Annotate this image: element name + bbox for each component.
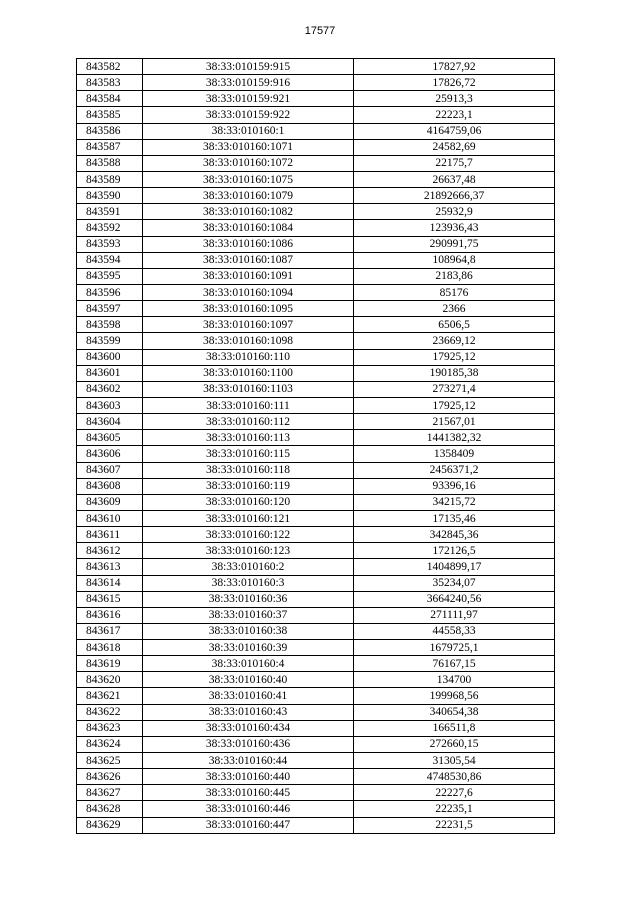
- cadastral-value-cell: 342845,36: [354, 527, 555, 543]
- row-number-cell: 843602: [77, 381, 143, 397]
- cadastral-number-cell: 38:33:010159:921: [143, 91, 354, 107]
- table-row: [77, 365, 555, 381]
- table-row: [77, 91, 555, 107]
- cadastral-value-cell: 17925,12: [354, 397, 555, 413]
- cadastral-number-cell: 38:33:010160:40: [143, 672, 354, 688]
- cadastral-value-cell: 17826,72: [354, 75, 555, 91]
- table-row: [77, 59, 555, 75]
- row-number-cell: 843593: [77, 236, 143, 252]
- row-number-cell: 843612: [77, 543, 143, 559]
- row-number-cell: 843618: [77, 640, 143, 656]
- table-row: [77, 381, 555, 397]
- cadastral-number-cell: 38:33:010160:1091: [143, 268, 354, 284]
- cadastral-number-cell: 38:33:010160:434: [143, 720, 354, 736]
- row-number-cell: 843616: [77, 607, 143, 623]
- cadastral-number-cell: 38:33:010160:1075: [143, 171, 354, 187]
- table-row: [77, 155, 555, 171]
- cadastral-number-cell: 38:33:010160:1094: [143, 284, 354, 300]
- table-row: [77, 623, 555, 639]
- table-row: [77, 720, 555, 736]
- cadastral-number-cell: 38:33:010160:1079: [143, 188, 354, 204]
- cadastral-number-cell: 38:33:010159:916: [143, 75, 354, 91]
- table-row: [77, 607, 555, 623]
- row-number-cell: 843594: [77, 252, 143, 268]
- row-number-cell: 843629: [77, 817, 143, 833]
- row-number-cell: 843583: [77, 75, 143, 91]
- table-row: [77, 446, 555, 462]
- table-row: [77, 75, 555, 91]
- table-row: [77, 317, 555, 333]
- cadastral-value-cell: 1358409: [354, 446, 555, 462]
- cadastral-number-cell: 38:33:010160:121: [143, 510, 354, 526]
- table-row: [77, 462, 555, 478]
- row-number-cell: 843587: [77, 139, 143, 155]
- table-row: [77, 123, 555, 139]
- table-row: [77, 397, 555, 413]
- row-number-cell: 843620: [77, 672, 143, 688]
- table-row: [77, 268, 555, 284]
- cadastral-value-cell: 1404899,17: [354, 559, 555, 575]
- cadastral-value-cell: 35234,07: [354, 575, 555, 591]
- table-row: [77, 188, 555, 204]
- cadastral-number-cell: 38:33:010160:119: [143, 478, 354, 494]
- table-row: [77, 640, 555, 656]
- cadastral-number-cell: 38:33:010160:440: [143, 769, 354, 785]
- row-number-cell: 843613: [77, 559, 143, 575]
- cadastral-value-table: [76, 58, 555, 834]
- row-number-cell: 843600: [77, 349, 143, 365]
- cadastral-number-cell: 38:33:010160:2: [143, 559, 354, 575]
- cadastral-number-cell: 38:33:010160:43: [143, 704, 354, 720]
- cadastral-value-cell: 31305,54: [354, 753, 555, 769]
- row-number-cell: 843586: [77, 123, 143, 139]
- cadastral-value-cell: 2456371,2: [354, 462, 555, 478]
- row-number-cell: 843601: [77, 365, 143, 381]
- table-body: [77, 59, 555, 834]
- cadastral-number-cell: 38:33:010160:445: [143, 785, 354, 801]
- row-number-cell: 843610: [77, 510, 143, 526]
- cadastral-number-cell: 38:33:010160:1095: [143, 301, 354, 317]
- cadastral-value-cell: 172126,5: [354, 543, 555, 559]
- cadastral-value-cell: 1679725,1: [354, 640, 555, 656]
- table-row: [77, 527, 555, 543]
- cadastral-value-cell: 2183,86: [354, 268, 555, 284]
- cadastral-number-cell: 38:33:010160:113: [143, 430, 354, 446]
- cadastral-number-cell: 38:33:010160:41: [143, 688, 354, 704]
- row-number-cell: 843596: [77, 284, 143, 300]
- row-number-cell: 843628: [77, 801, 143, 817]
- cadastral-number-cell: 38:33:010160:37: [143, 607, 354, 623]
- row-number-cell: 843626: [77, 769, 143, 785]
- row-number-cell: 843598: [77, 317, 143, 333]
- row-number-cell: 843592: [77, 220, 143, 236]
- cadastral-value-cell: 17827,92: [354, 59, 555, 75]
- table-row: [77, 801, 555, 817]
- cadastral-number-cell: 38:33:010160:1097: [143, 317, 354, 333]
- cadastral-number-cell: 38:33:010160:1: [143, 123, 354, 139]
- cadastral-value-cell: 108964,8: [354, 252, 555, 268]
- table-row: [77, 204, 555, 220]
- table-row: [77, 559, 555, 575]
- cadastral-number-cell: 38:33:010160:1087: [143, 252, 354, 268]
- row-number-cell: 843625: [77, 753, 143, 769]
- cadastral-number-cell: 38:33:010159:922: [143, 107, 354, 123]
- cadastral-value-cell: 85176: [354, 284, 555, 300]
- cadastral-number-cell: 38:33:010160:36: [143, 591, 354, 607]
- table-row: [77, 252, 555, 268]
- cadastral-number-cell: 38:33:010160:1071: [143, 139, 354, 155]
- cadastral-number-cell: 38:33:010160:4: [143, 656, 354, 672]
- cadastral-value-cell: 22175,7: [354, 155, 555, 171]
- row-number-cell: 843591: [77, 204, 143, 220]
- cadastral-number-cell: 38:33:010160:110: [143, 349, 354, 365]
- table-row: [77, 769, 555, 785]
- row-number-cell: 843609: [77, 494, 143, 510]
- cadastral-number-cell: 38:33:010160:39: [143, 640, 354, 656]
- cadastral-value-cell: 199968,56: [354, 688, 555, 704]
- row-number-cell: 843605: [77, 430, 143, 446]
- cadastral-value-cell: 44558,33: [354, 623, 555, 639]
- row-number-cell: 843603: [77, 397, 143, 413]
- table-row: [77, 333, 555, 349]
- cadastral-number-cell: 38:33:010160:122: [143, 527, 354, 543]
- cadastral-number-cell: 38:33:010160:1103: [143, 381, 354, 397]
- table-row: [77, 301, 555, 317]
- cadastral-value-cell: 22231,5: [354, 817, 555, 833]
- table-row: [77, 656, 555, 672]
- table-row: [77, 220, 555, 236]
- cadastral-value-cell: 23669,12: [354, 333, 555, 349]
- cadastral-number-cell: 38:33:010160:1086: [143, 236, 354, 252]
- row-number-cell: 843621: [77, 688, 143, 704]
- cadastral-number-cell: 38:33:010160:112: [143, 414, 354, 430]
- row-number-cell: 843584: [77, 91, 143, 107]
- row-number-cell: 843588: [77, 155, 143, 171]
- row-number-cell: 843619: [77, 656, 143, 672]
- table-row: [77, 349, 555, 365]
- cadastral-number-cell: 38:33:010160:3: [143, 575, 354, 591]
- table-row: [77, 284, 555, 300]
- table-row: [77, 543, 555, 559]
- row-number-cell: 843599: [77, 333, 143, 349]
- cadastral-value-cell: 17925,12: [354, 349, 555, 365]
- cadastral-value-cell: 166511,8: [354, 720, 555, 736]
- cadastral-value-cell: 190185,38: [354, 365, 555, 381]
- table-row: [77, 753, 555, 769]
- cadastral-number-cell: 38:33:010160:115: [143, 446, 354, 462]
- row-number-cell: 843624: [77, 736, 143, 752]
- cadastral-number-cell: 38:33:010160:111: [143, 397, 354, 413]
- cadastral-value-cell: 24582,69: [354, 139, 555, 155]
- table-row: [77, 430, 555, 446]
- cadastral-value-cell: 134700: [354, 672, 555, 688]
- cadastral-value-cell: 2366: [354, 301, 555, 317]
- cadastral-number-cell: 38:33:010160:446: [143, 801, 354, 817]
- cadastral-value-cell: 22227,6: [354, 785, 555, 801]
- table-row: [77, 510, 555, 526]
- cadastral-number-cell: 38:33:010160:447: [143, 817, 354, 833]
- row-number-cell: 843617: [77, 623, 143, 639]
- table-row: [77, 414, 555, 430]
- table-row: [77, 107, 555, 123]
- cadastral-number-cell: 38:33:010160:1100: [143, 365, 354, 381]
- cadastral-value-cell: 272660,15: [354, 736, 555, 752]
- cadastral-value-cell: 1441382,32: [354, 430, 555, 446]
- cadastral-number-cell: 38:33:010160:118: [143, 462, 354, 478]
- row-number-cell: 843623: [77, 720, 143, 736]
- row-number-cell: 843590: [77, 188, 143, 204]
- cadastral-value-cell: 25913,3: [354, 91, 555, 107]
- cadastral-number-cell: 38:33:010160:120: [143, 494, 354, 510]
- cadastral-value-cell: 340654,38: [354, 704, 555, 720]
- row-number-cell: 843606: [77, 446, 143, 462]
- row-number-cell: 843589: [77, 171, 143, 187]
- cadastral-number-cell: 38:33:010159:915: [143, 59, 354, 75]
- row-number-cell: 843608: [77, 478, 143, 494]
- cadastral-number-cell: 38:33:010160:44: [143, 753, 354, 769]
- cadastral-value-cell: 290991,75: [354, 236, 555, 252]
- row-number-cell: 843597: [77, 301, 143, 317]
- row-number-cell: 843615: [77, 591, 143, 607]
- row-number-cell: 843604: [77, 414, 143, 430]
- cadastral-value-cell: 273271,4: [354, 381, 555, 397]
- table-row: [77, 817, 555, 833]
- cadastral-value-cell: 6506,5: [354, 317, 555, 333]
- cadastral-value-cell: 93396,16: [354, 478, 555, 494]
- cadastral-value-cell: 17135,46: [354, 510, 555, 526]
- cadastral-value-cell: 34215,72: [354, 494, 555, 510]
- cadastral-value-cell: 21892666,37: [354, 188, 555, 204]
- table-row: [77, 139, 555, 155]
- cadastral-value-cell: 3664240,56: [354, 591, 555, 607]
- table-row: [77, 236, 555, 252]
- cadastral-number-cell: 38:33:010160:1072: [143, 155, 354, 171]
- cadastral-value-cell: 21567,01: [354, 414, 555, 430]
- row-number-cell: 843607: [77, 462, 143, 478]
- row-number-cell: 843582: [77, 59, 143, 75]
- cadastral-number-cell: 38:33:010160:123: [143, 543, 354, 559]
- row-number-cell: 843595: [77, 268, 143, 284]
- cadastral-value-cell: 22223,1: [354, 107, 555, 123]
- cadastral-value-cell: 25932,9: [354, 204, 555, 220]
- table-row: [77, 785, 555, 801]
- table-row: [77, 171, 555, 187]
- table-row: [77, 736, 555, 752]
- cadastral-value-cell: 271111,97: [354, 607, 555, 623]
- cadastral-number-cell: 38:33:010160:436: [143, 736, 354, 752]
- row-number-cell: 843611: [77, 527, 143, 543]
- table-row: [77, 704, 555, 720]
- cadastral-number-cell: 38:33:010160:1082: [143, 204, 354, 220]
- cadastral-value-cell: 22235,1: [354, 801, 555, 817]
- cadastral-value-cell: 76167,15: [354, 656, 555, 672]
- table-row: [77, 575, 555, 591]
- table-row: [77, 672, 555, 688]
- row-number-cell: 843622: [77, 704, 143, 720]
- cadastral-value-cell: 123936,43: [354, 220, 555, 236]
- table-row: [77, 591, 555, 607]
- table-row: [77, 478, 555, 494]
- cadastral-value-cell: 4164759,06: [354, 123, 555, 139]
- cadastral-number-cell: 38:33:010160:38: [143, 623, 354, 639]
- cadastral-value-cell: 26637,48: [354, 171, 555, 187]
- table-row: [77, 494, 555, 510]
- row-number-cell: 843585: [77, 107, 143, 123]
- row-number-cell: 843614: [77, 575, 143, 591]
- table-row: [77, 688, 555, 704]
- cadastral-value-cell: 4748530,86: [354, 769, 555, 785]
- cadastral-number-cell: 38:33:010160:1098: [143, 333, 354, 349]
- page-number: 17577: [304, 25, 336, 37]
- cadastral-number-cell: 38:33:010160:1084: [143, 220, 354, 236]
- row-number-cell: 843627: [77, 785, 143, 801]
